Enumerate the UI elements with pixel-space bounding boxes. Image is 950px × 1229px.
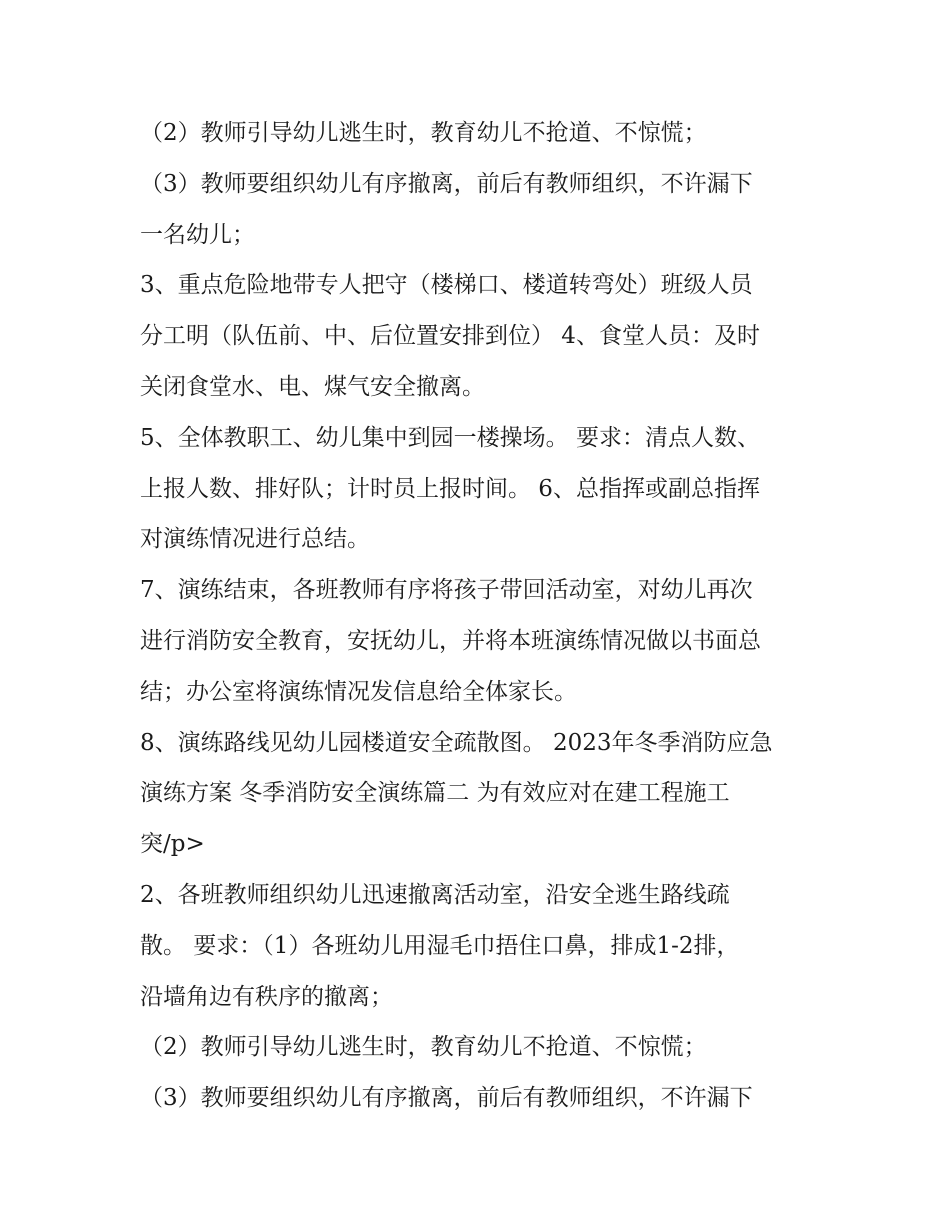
text-line-18: 沿墙角边有秩序的撤离；: [140, 983, 393, 1010]
text-line-10: 7、演练结束，各班教师有序将孩子带回活动室，对幼儿再次: [140, 577, 753, 604]
text-line-9: 对演练情况进行总结。: [140, 526, 370, 553]
text-line-12: 结；办公室将演练情况发信息给全体家长。: [140, 678, 577, 705]
text-line-13: 8、演练路线见幼儿园楼道安全疏散图。 2023年冬季消防应急: [140, 729, 773, 756]
text-line-20: （3）教师要组织幼儿有序撤离，前后有教师组织，不许漏下: [140, 1085, 753, 1112]
text-line-5: 分工明（队伍前、中、后位置安排到位） 4、食堂人员：及时: [140, 323, 760, 350]
text-line-1: （2）教师引导幼儿逃生时，教育幼儿不抢道、不惊慌；: [140, 120, 707, 146]
text-line-14: 演练方案 冬季消防安全演练篇二 为有效应对在建工程施工: [140, 780, 730, 807]
text-line-15: 突/p>: [140, 831, 205, 858]
text-line-2: （3）教师要组织幼儿有序撤离，前后有教师组织，不许漏下: [140, 170, 753, 197]
text-line-8: 上报人数、排好队；计时员上报时间。 6、总指挥或副总指挥: [140, 475, 760, 502]
text-line-17: 散。 要求：（1）各班幼儿用湿毛巾捂住口鼻，排成1-2排，: [140, 932, 740, 959]
text-line-19: （2）教师引导幼儿逃生时，教育幼儿不抢道、不惊慌；: [140, 1034, 707, 1061]
text-line-3: 一名幼儿；: [140, 221, 255, 248]
text-line-16: 2、各班教师组织幼儿迅速撤离活动室，沿安全逃生路线疏: [140, 881, 730, 908]
text-line-6: 关闭食堂水、电、煤气安全撤离。: [140, 373, 485, 400]
document-body: [140, 108, 830, 1124]
text-line-4: 3、重点危险地带专人把守（楼梯口、楼道转弯处）班级人员: [140, 272, 753, 299]
text-line-11: 进行消防安全教育，安抚幼儿，并将本班演练情况做以书面总: [140, 627, 761, 654]
text-line-7: 5、全体教职工、幼儿集中到园一楼操场。 要求：清点人数、: [140, 424, 760, 451]
